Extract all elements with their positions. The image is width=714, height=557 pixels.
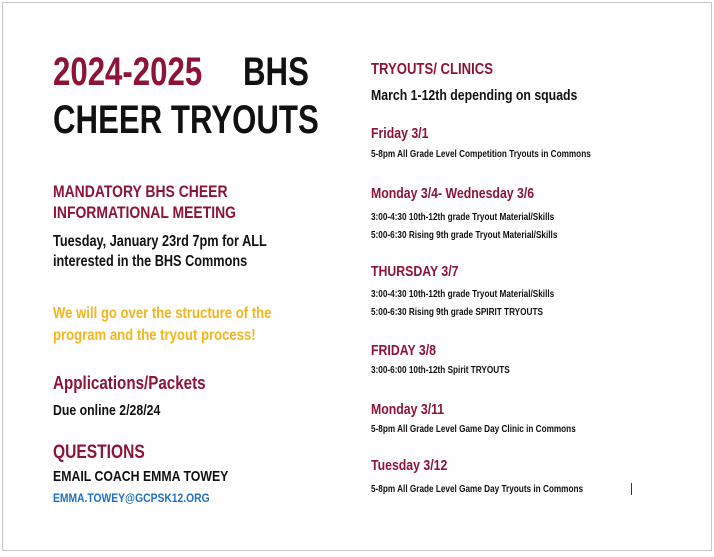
day-label-wrap bbox=[371, 125, 441, 142]
meeting-detail-line-2: interested in the BHS Commons bbox=[53, 253, 248, 270]
questions-heading: QUESTIONS bbox=[53, 442, 145, 463]
schedule-line-wrap bbox=[371, 149, 639, 160]
tryouts-subheading: March 1-12th depending on squads bbox=[371, 87, 578, 104]
day-label: Monday 3/11 bbox=[371, 401, 445, 418]
tryouts-subheading-wrap bbox=[371, 87, 623, 104]
schedule-line: 5-8pm All Grade Level Game Day Tryouts in Commons bbox=[371, 483, 584, 495]
meeting-details bbox=[53, 232, 314, 272]
schedule-line: 3:00-4:30 10th-12th grade Tryout Material/Skills bbox=[371, 289, 555, 300]
meeting-heading-line-2: INFORMATIONAL MEETING bbox=[53, 203, 237, 222]
day-label-wrap bbox=[371, 185, 570, 202]
title-school: BHS bbox=[243, 50, 309, 94]
day-label: Monday 3/4- Wednesday 3/6 bbox=[371, 185, 535, 202]
title-line-1 bbox=[53, 50, 244, 94]
text-cursor bbox=[631, 483, 632, 495]
email-link[interactable]: EMMA.TOWEY@GCPSK12.ORG bbox=[53, 491, 210, 505]
day-label: FRIDAY 3/8 bbox=[371, 342, 436, 359]
email-link-wrap[interactable] bbox=[53, 491, 235, 505]
applications-heading-wrap bbox=[53, 372, 239, 394]
title-school-wrap bbox=[243, 50, 327, 94]
meeting-heading-line-1: MANDATORY BHS CHEER bbox=[53, 182, 228, 201]
day-label: Friday 3/1 bbox=[371, 125, 429, 142]
flyer-page bbox=[2, 2, 712, 551]
day-label: Tuesday 3/12 bbox=[371, 457, 448, 474]
schedule-line-wrap bbox=[371, 307, 581, 318]
applications-due-wrap bbox=[53, 402, 184, 419]
schedule-line-wrap bbox=[371, 483, 632, 495]
meeting-detail-line-1: Tuesday, January 23rd 7pm for ALL bbox=[53, 233, 267, 250]
questions-contact: EMAIL COACH EMMA TOWEY bbox=[53, 468, 229, 485]
day-label-wrap bbox=[371, 457, 464, 474]
schedule-line-wrap bbox=[371, 230, 598, 241]
day-label: THURSDAY 3/7 bbox=[371, 263, 459, 280]
schedule-line-wrap bbox=[371, 212, 594, 223]
overview-line-1: We will go over the structure of the bbox=[53, 305, 272, 322]
applications-due: Due online 2/28/24 bbox=[53, 402, 161, 419]
schedule-line: 3:00-4:30 10th-12th grade Tryout Material/Skills bbox=[371, 212, 555, 223]
tryouts-heading: TRYOUTS/ CLINICS bbox=[371, 61, 493, 78]
schedule-line-wrap bbox=[371, 424, 621, 435]
day-label-wrap bbox=[371, 401, 460, 418]
applications-heading: Applications/Packets bbox=[53, 372, 206, 393]
questions-contact-wrap bbox=[53, 468, 267, 485]
overview-line-2: program and the tryout process! bbox=[53, 327, 256, 344]
title-line-2 bbox=[53, 98, 394, 142]
meeting-heading bbox=[53, 181, 276, 223]
day-label-wrap bbox=[371, 342, 450, 359]
schedule-line-wrap bbox=[371, 289, 594, 300]
tryouts-heading-wrap bbox=[371, 61, 520, 79]
schedule-line: 5-8pm All Grade Level Game Day Clinic in Commons bbox=[371, 424, 576, 435]
schedule-line: 3:00-6:00 10th-12th Spirit TRYOUTS bbox=[371, 365, 510, 376]
questions-heading-wrap bbox=[53, 442, 165, 464]
overview-text bbox=[53, 303, 319, 347]
schedule-line-wrap bbox=[371, 365, 540, 376]
title-cheer-tryouts: CHEER TRYOUTS bbox=[53, 98, 319, 142]
schedule-line: 5:00-6:30 Rising 9th grade Tryout Material/Skills bbox=[371, 230, 558, 241]
schedule-line: 5-8pm All Grade Level Competition Tryouts in Commons bbox=[371, 149, 591, 160]
title-year: 2024-2025 bbox=[53, 50, 203, 94]
schedule-line: 5:00-6:30 Rising 9th grade SPIRIT TRYOUTS bbox=[371, 307, 543, 318]
day-label-wrap bbox=[371, 263, 478, 280]
